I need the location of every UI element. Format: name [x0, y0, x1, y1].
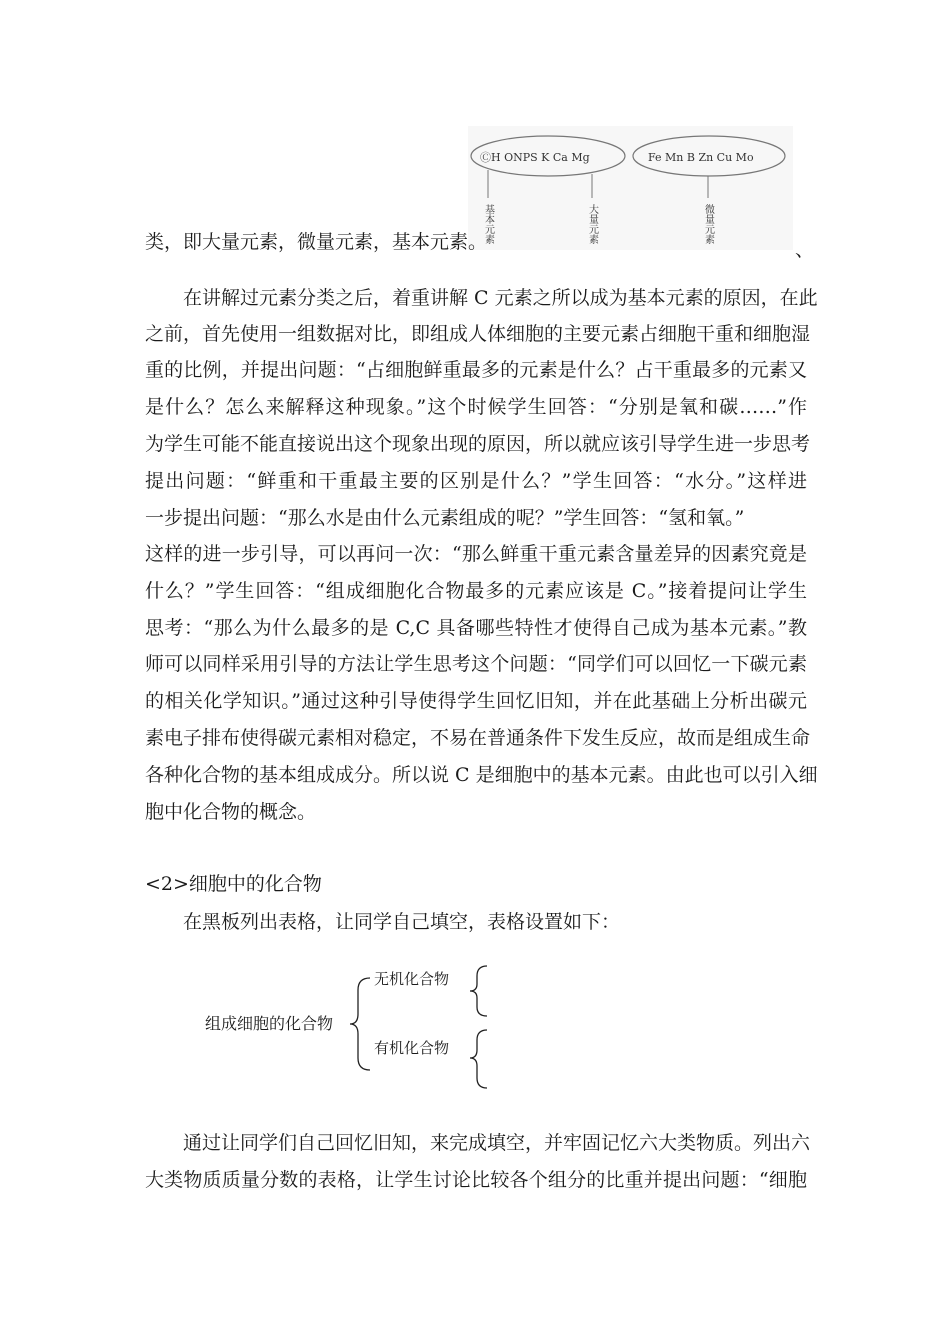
- branch-organic-label: 有机化合物: [374, 1039, 450, 1057]
- micro-element-symbols: Fe Mn B Zn Cu Mo: [648, 151, 754, 164]
- paragraph-line: 师可以同样采用引导的方法让学生思考这个问题：“同学们可以回忆一下碳元素: [145, 653, 807, 675]
- paragraph-line: 的相关化学知识。”通过这种引导使得学生回忆旧知，并在此基础上分析出碳元: [145, 690, 807, 712]
- paragraph-line: 类，即大量元素，微量元素，基本元素。: [145, 231, 488, 253]
- section-heading: <2>细胞中的化合物: [145, 873, 322, 895]
- paragraph-line: 素电子排布使得碳元素相对稳定，不易在普通条件下发生反应，故而是组成生命: [145, 727, 811, 749]
- label-macro-elements: 大量元素: [586, 204, 598, 244]
- paragraph-line: 各种化合物的基本组成成分。所以说 C 是细胞中的基本元素。由此也可以引入细: [145, 764, 818, 786]
- paragraph-line: 大类物质质量分数的表格，让学生讨论比较各个组分的比重并提出问题：“细胞: [145, 1169, 807, 1191]
- paragraph-line: 一步提出问题：“那么水是由什么元素组成的呢？”学生回答：“氢和氧。”: [145, 507, 745, 529]
- paragraph-line: 胞中化合物的概念。: [145, 801, 317, 823]
- side-mark: 、: [795, 239, 815, 261]
- paragraph-line: 提出问题：“鲜重和干重最主要的区别是什么？”学生回答：“水分。”这样进: [145, 470, 807, 492]
- label-micro-elements: 微量元素: [702, 204, 714, 244]
- paragraph-line: 之前，首先使用一组数据对比，即组成人体细胞的主要元素占细胞干重和细胞湿: [145, 323, 811, 345]
- paragraph-line: 什么？”学生回答：“组成细胞化合物最多的元素应该是 C。”接着提问让学生: [145, 580, 807, 602]
- paragraph-line: 是什么？怎么来解释这种现象。”这个时候学生回答：“分别是氧和碳……”作: [145, 396, 807, 418]
- paragraph-line: 为学生可能不能直接说出这个现象出现的原因，所以就应该引导学生进一步思考: [145, 433, 811, 455]
- paragraph-line: 在讲解过元素分类之后，着重讲解 C 元素之所以成为基本元素的原因，在此: [183, 287, 818, 309]
- paragraph-line: 这样的进一步引导，可以再问一次：“那么鲜重干重元素含量差异的因素究竟是: [145, 543, 807, 565]
- paragraph-line: 重的比例，并提出问题：“占细胞鲜重最多的元素是什么？占干重最多的元素又: [145, 359, 807, 381]
- paragraph-line: 在黑板列出表格，让同学自己填空，表格设置如下：: [183, 911, 621, 933]
- paragraph-line: 思考：“那么为什么最多的是 C,C 具备哪些特性才使得自己成为基本元素。”教: [145, 617, 807, 639]
- compound-classification-figure: [200, 960, 500, 1095]
- macro-element-symbols: ⒸH ONPS K Ca Mg: [480, 151, 590, 164]
- paragraph-line: 通过让同学们自己回忆旧知，来完成填空，并牢固记忆六大类物质。列出六: [183, 1132, 811, 1154]
- root-label: 组成细胞的化合物: [205, 1014, 334, 1033]
- branch-inorganic-label: 无机化合物: [374, 970, 450, 988]
- label-basic-elements: 基本元素: [482, 204, 494, 244]
- element-classification-figure: [468, 126, 793, 250]
